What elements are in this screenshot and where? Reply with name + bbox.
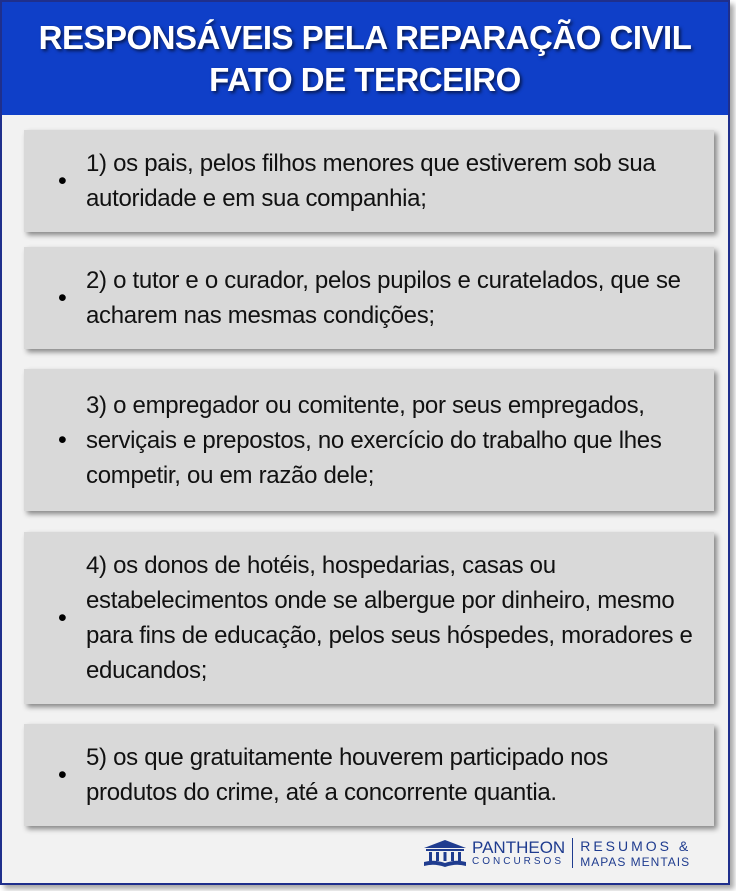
brand [472,839,565,867]
list-item-text: 4) os donos de hotéis, hospedarias, casas ou estabelecimentos onde se albergue por dinheiro, mesmo para fins de educação, pelos seus hóspedes, moradores e educandos; [86,552,693,684]
bullet-icon: • [58,760,67,789]
title-banner [2,2,728,115]
title-line-2: FATO DE TERCEIRO [209,60,521,98]
bullet-icon: • [58,603,67,632]
tagline-line-2: MAPAS MENTAIS [580,854,691,869]
list-item-text: 3) o empregador ou comitente, por seus empregados, serviçais e prepostos, no exercício do trabalho que lhes competir, ou em razão dele; [86,391,662,489]
tagline-line-1: RESUMOS & [580,837,692,854]
list-item [24,130,714,232]
list-item-text: 2) o tutor e o curador, pelos pupilos e curatelados, que se acharem nas mesmas condições; [86,267,681,329]
list-item [24,532,714,704]
title-line-1: RESPONSÁVEIS PELA REPARAÇÃO CIVIL [38,18,692,56]
bullet-icon: • [58,425,67,454]
tagline [580,839,691,868]
bullet-icon: • [58,283,67,312]
temple-book-icon [422,838,468,868]
brand-name: PANTHEON [472,838,566,857]
bullet-icon: • [58,166,67,195]
brand-subtitle: CONCURSOS [472,856,565,867]
list-item-text: 1) os pais, pelos filhos menores que estiverem sob sua autoridade e em sua companhia; [86,150,656,212]
logo-divider [572,838,573,868]
list-item-text: 5) os que gratuitamente houverem participado nos produtos do crime, até a concorrente quantia. [86,744,608,806]
pantheon-logo [422,838,691,868]
list-item [24,247,714,349]
list-item [24,369,714,511]
list-item [24,724,714,826]
